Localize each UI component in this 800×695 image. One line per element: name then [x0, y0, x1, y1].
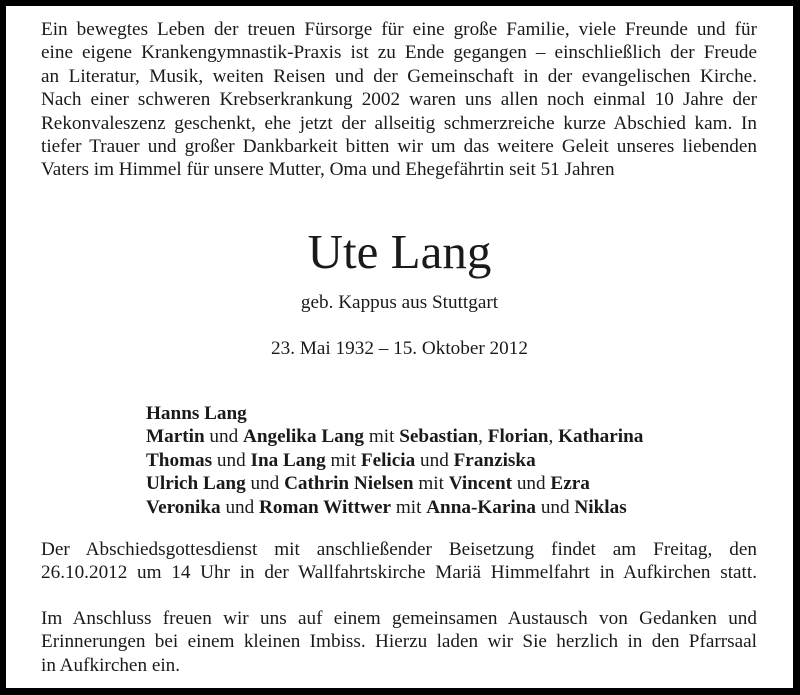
family-row [146, 402, 643, 425]
family-member-name: Martin [146, 426, 205, 448]
family-connector: , [548, 426, 559, 448]
family-member-name: Ezra [550, 473, 590, 495]
family-member-name: Veronika [146, 496, 221, 518]
intro-line: eine eigene Krankengymnastik-Praxis ist zu Ende gegangen – einschließlich der Freude [41, 42, 757, 64]
family-member-name: Ulrich Lang [146, 473, 246, 495]
family-connector: mit [325, 449, 361, 471]
family-connector: und [512, 473, 551, 495]
family-member-name: Vincent [448, 473, 513, 495]
family-connector: und [204, 426, 243, 448]
family-member-name: Cathrin Nielsen [284, 473, 414, 495]
life-dates: 23. Mai 1932 – 15. Oktober 2012 [271, 338, 528, 359]
family-member-name: Hanns Lang [146, 403, 247, 424]
intro-paragraph [41, 18, 757, 182]
reception-paragraph [41, 607, 757, 677]
family-connector: und [220, 496, 260, 518]
family-member-name: Angelika Lang [243, 426, 365, 448]
reception-line: Im Anschluss freuen wir uns auf einem gemeinsamen Austausch von Gedanken und [41, 608, 757, 629]
family-connector: mit [413, 473, 449, 495]
family-connector: , [478, 426, 488, 448]
service-line: Der Abschiedsgottesdienst mit anschließender Beisetzung findet am Freitag, den [41, 539, 757, 560]
family-member-name: Anna-Karina [426, 496, 537, 518]
family-connector: und [212, 449, 251, 471]
family-member-name: Niklas [574, 496, 627, 518]
family-member-name: Katharina [558, 426, 644, 448]
family-connector: mit [364, 426, 400, 448]
family-connector: und [415, 449, 454, 471]
family-member-name: Franziska [453, 449, 536, 471]
intro-line: Nach einer schweren Krebserkrankung 2002 waren uns allen noch einmal 10 Jahre der [41, 89, 757, 111]
family-row [146, 472, 643, 495]
birth-name: geb. Kappus aus Stuttgart [300, 292, 499, 313]
service-line: 26.10.2012 um 14 Uhr in der Wallfahrtskirche Mariä Himmelfahrt in Aufkirchen statt. [41, 562, 757, 584]
family-member-name: Ina Lang [250, 449, 326, 471]
family-connector: und [245, 473, 285, 495]
intro-line: Rekonvaleszenz geschenkt, ehe jetzt der allseitig schmerzreiche kurze Abschied kam. In [41, 112, 757, 134]
reception-line: Erinnerungen bei einem kleinen Imbiss. Hierzu laden wir Sie herzlich in den Pfarrsaal [41, 631, 757, 653]
family-member-name: Thomas [146, 449, 213, 471]
family-member-name: Felicia [360, 449, 416, 471]
family-member-name: Roman Wittwer [259, 496, 392, 518]
family-member-name: Sebastian [399, 426, 479, 448]
intro-line: Ein bewegtes Leben der treuen Fürsorge für eine große Familie, viele Freunde und für [41, 19, 757, 40]
family-member-name: Florian [487, 426, 549, 448]
intro-line: tiefer Trauer und großer Dankbarkeit bitten wir um das weitere Geleit unseres liebenden [41, 136, 757, 158]
deceased-name: Ute Lang [307, 224, 492, 279]
service-paragraph [41, 538, 757, 585]
obituary-notice [6, 6, 793, 688]
family-connector: und [536, 496, 575, 518]
family-row [146, 449, 643, 472]
family-connector: mit [391, 496, 427, 518]
family-list [146, 402, 643, 519]
intro-line: an Literatur, Musik, weiten Reisen und der Gemeinschaft in der evangelischen Kirche. [41, 65, 757, 87]
family-row [146, 425, 643, 448]
intro-line: Vaters im Himmel für unsere Mutter, Oma und Ehegefährtin seit 51 Jahren [41, 159, 615, 181]
family-row [146, 496, 643, 519]
reception-line: in Aufkirchen ein. [41, 654, 181, 676]
